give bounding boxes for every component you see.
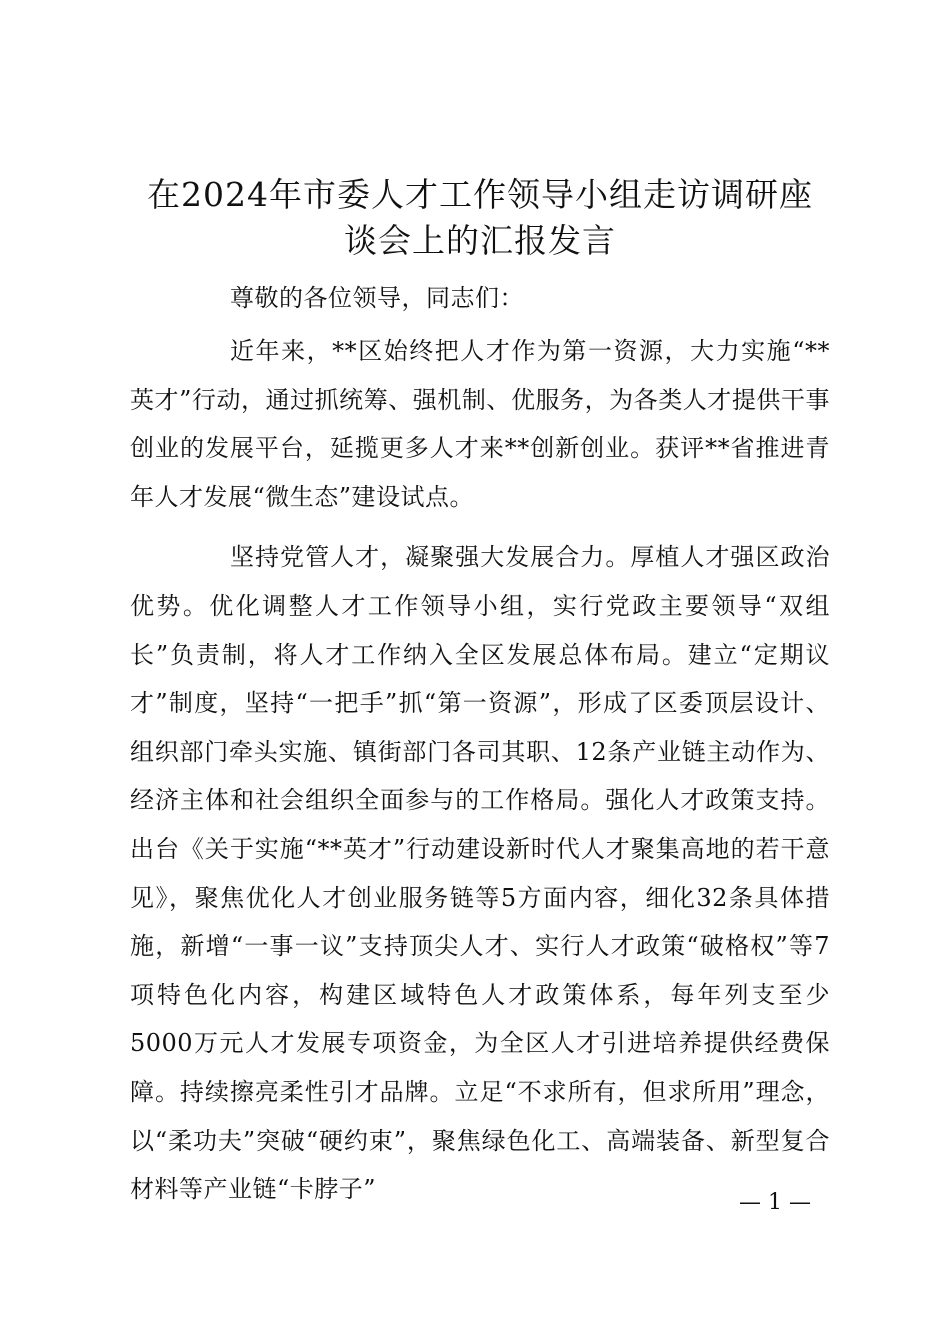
salutation: 尊敬的各位领导，同志们： — [230, 284, 524, 312]
paragraph-party-leadership: 坚持党管人才，凝聚强大发展合力。厚植人才强区政治优势。优化调整人才工作领导小组，实行党政主要领导“双组长”负责制，将人才工作纳入全区发展总体布局。建立“定期议才”制度，坚持“一把手”抓“第一资源”，形成了区委顶层设计、组织部门牵头实施、镇街部门各司其职、12条产业链主动作为、经济主体和社会组织全面参与的工作格局。强化人才政策支持。出台《关于实施“**英才”行动建设新时代人才聚集高地的若干意见》，聚焦优化人才创业服务链等5方面内容，细化32条具体措施，新增“一事一议”支持顶尖人才、实行人才政策“破格权”等7项特色化内容，构建区域特色人才政策体系，每年列支至少5000万元人才发展专项资金，为全区人才引进培养提供经费保障。持续擦亮柔性引才品牌。立足“不求所有，但求所用”理念，以“柔功夫”突破“硬约束”，聚焦绿色化工、高端装备、新型复合材料等产业链“卡脖子” — [130, 543, 830, 1204]
document-title — [130, 172, 830, 264]
document-body — [130, 279, 830, 1214]
paragraph-intro: 近年来，**区始终把人才作为第一资源，大力实施“**英才”行动，通过抓统筹、强机制、优服务，为各类人才提供干事创业的发展平台，延揽更多人才来**创新创业。获评**省推进青年人才发展“微生态”建设试点。 — [130, 337, 830, 511]
title-line-2: 谈会上的汇报发言 — [344, 221, 616, 260]
page-number: — 1 — — [739, 1190, 811, 1215]
title-line-1: 在2024年市委人才工作领导小组走访调研座 — [147, 175, 813, 214]
